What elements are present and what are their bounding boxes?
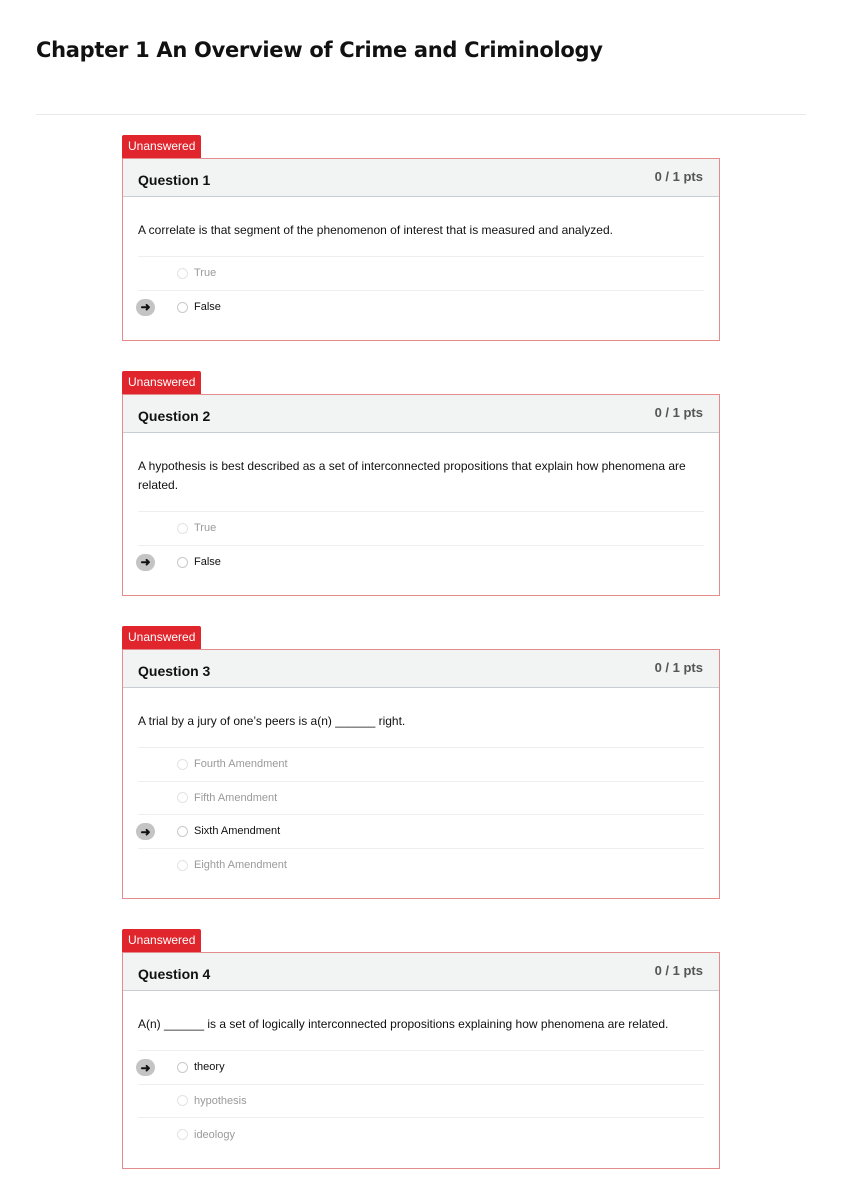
answer-list [138,256,704,324]
question-points: 0 / 1 pts [654,962,703,978]
arrow-right-icon: ➜ [136,554,155,571]
question-body [123,688,719,898]
arrow-right-icon: ➜ [136,823,155,840]
question-text: A hypothesis is best described as a set of interconnected propositions that explain how phenomena are related. [138,459,686,492]
unanswered-badge: Unanswered [122,626,201,649]
question-header [123,650,719,688]
question-body [123,991,719,1168]
answer-label: False [194,301,221,314]
answer-label: Eighth Amendment [194,859,287,872]
page-title: Chapter 1 An Overview of Crime and Criminology [36,38,603,62]
question-card [122,394,720,596]
radio-button-icon[interactable] [177,792,188,803]
answer-label: Fourth Amendment [194,758,288,771]
answer-list [138,747,704,882]
answer-label: Sixth Amendment [194,825,281,838]
answer-option[interactable] [138,546,704,580]
radio-button-icon[interactable] [177,759,188,770]
answer-option[interactable] [138,1051,704,1085]
question-3 [122,626,720,899]
answer-option[interactable] [138,291,704,325]
answer-option[interactable] [138,257,704,291]
title-divider [36,114,806,115]
question-title: Question 2 [138,407,211,424]
answer-option[interactable] [138,815,704,849]
answer-label: Fifth Amendment [194,791,278,804]
answer-list [138,1050,704,1152]
question-points: 0 / 1 pts [654,404,703,420]
question-body [123,433,719,595]
answer-label: hypothesis [194,1094,247,1107]
answer-label: ideology [194,1128,235,1141]
answer-label: True [194,522,217,535]
question-card [122,158,720,341]
question-4 [122,929,720,1169]
radio-button-icon[interactable] [177,302,188,313]
answer-option[interactable] [138,782,704,816]
question-1 [122,135,720,341]
radio-button-icon[interactable] [177,1062,188,1073]
radio-button-icon[interactable] [177,1095,188,1106]
unanswered-badge: Unanswered [122,371,201,394]
question-title: Question 1 [138,171,211,188]
question-points: 0 / 1 pts [654,168,703,184]
question-text: A(n) ______ is a set of logically interconnected propositions explaining how phenomena are related. [138,1017,669,1031]
answer-option[interactable] [138,512,704,546]
answer-label: True [194,267,217,280]
arrow-right-icon: ➜ [136,1059,155,1076]
question-title: Question 4 [138,965,211,982]
question-2 [122,371,720,596]
question-text: A trial by a jury of one’s peers is a(n) ______ right. [138,714,406,728]
answer-label: theory [194,1061,225,1074]
answer-list [138,511,704,579]
radio-button-icon[interactable] [177,523,188,534]
radio-button-icon[interactable] [177,826,188,837]
answer-option[interactable] [138,1118,704,1152]
answer-option[interactable] [138,748,704,782]
answer-option[interactable] [138,1085,704,1119]
question-card [122,649,720,899]
question-header [123,159,719,197]
question-card [122,952,720,1169]
question-title: Question 3 [138,662,211,679]
radio-button-icon[interactable] [177,557,188,568]
unanswered-badge: Unanswered [122,135,201,158]
question-header [123,953,719,991]
radio-button-icon[interactable] [177,268,188,279]
radio-button-icon[interactable] [177,860,188,871]
answer-label: False [194,556,221,569]
question-text: A correlate is that segment of the phenomenon of interest that is measured and analyzed. [138,223,613,237]
arrow-right-icon: ➜ [136,299,155,316]
answer-option[interactable] [138,849,704,883]
unanswered-badge: Unanswered [122,929,201,952]
quiz-questions [122,135,720,1199]
question-header [123,395,719,433]
question-points: 0 / 1 pts [654,659,703,675]
question-body [123,197,719,340]
radio-button-icon[interactable] [177,1129,188,1140]
